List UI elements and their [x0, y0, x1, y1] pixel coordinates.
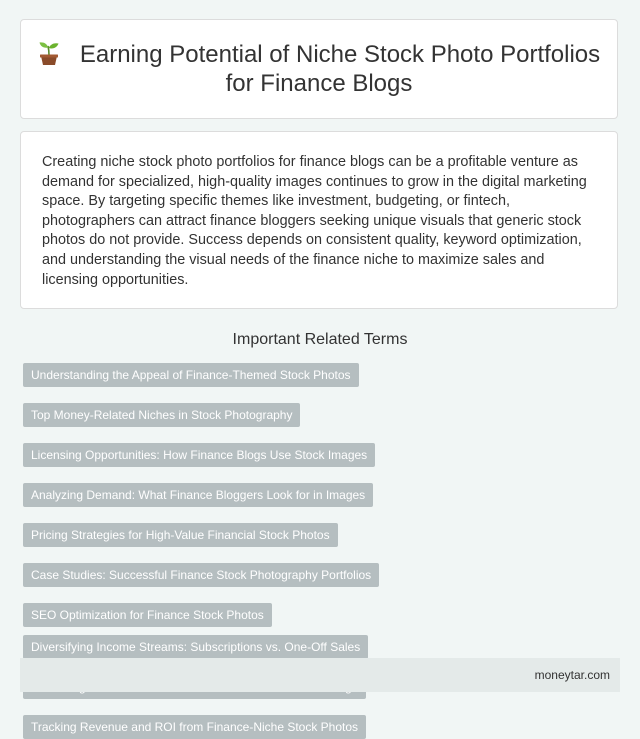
intro-paragraph: Creating niche stock photo portfolios for finance blogs can be a profitable venture as demand for specialized, high-quality images continues to grow in the digital marketing space. By targeting specific themes like investment, budgeting, or fintech, photographers can attract finance bloggers seeking unique visuals that generic stock photos do not provide. Success depends on consistent quality, keyword optimization, and understanding the visual needs of the finance niche to maximize sales and licensing opportunities.	[42, 154, 587, 288]
term-tag[interactable]: SEO Optimization for Finance Stock Photos	[23, 603, 272, 627]
term-tag[interactable]: Analyzing Demand: What Finance Bloggers Look for in Images	[23, 483, 373, 507]
term-tag[interactable]: Tracking Revenue and ROI from Finance-Niche Stock Photos	[23, 715, 366, 739]
term-tag[interactable]: Diversifying Income Streams: Subscriptions vs. One-Off Sales	[23, 635, 368, 659]
term-tag[interactable]: Pricing Strategies for High-Value Financial Stock Photos	[23, 523, 338, 547]
related-terms-heading: Important Related Terms	[232, 331, 408, 348]
term-tag[interactable]: Licensing Opportunities: How Finance Blogs Use Stock Images	[23, 443, 375, 467]
footer-bar	[20, 658, 620, 692]
footer-site-link[interactable]: moneytar.com	[534, 668, 610, 682]
page-title	[21, 40, 617, 98]
sprout-icon	[38, 40, 60, 66]
page-title-text: Earning Potential of Niche Stock Photo Portfolios for Finance Blogs	[79, 41, 601, 97]
term-tag[interactable]: Case Studies: Successful Finance Stock Photography Portfolios	[23, 563, 379, 587]
intro-card	[20, 131, 618, 309]
term-tag[interactable]: Understanding the Appeal of Finance-Themed Stock Photos	[23, 363, 359, 387]
term-tag[interactable]: Top Money-Related Niches in Stock Photography	[23, 403, 300, 427]
header-card	[20, 19, 618, 119]
